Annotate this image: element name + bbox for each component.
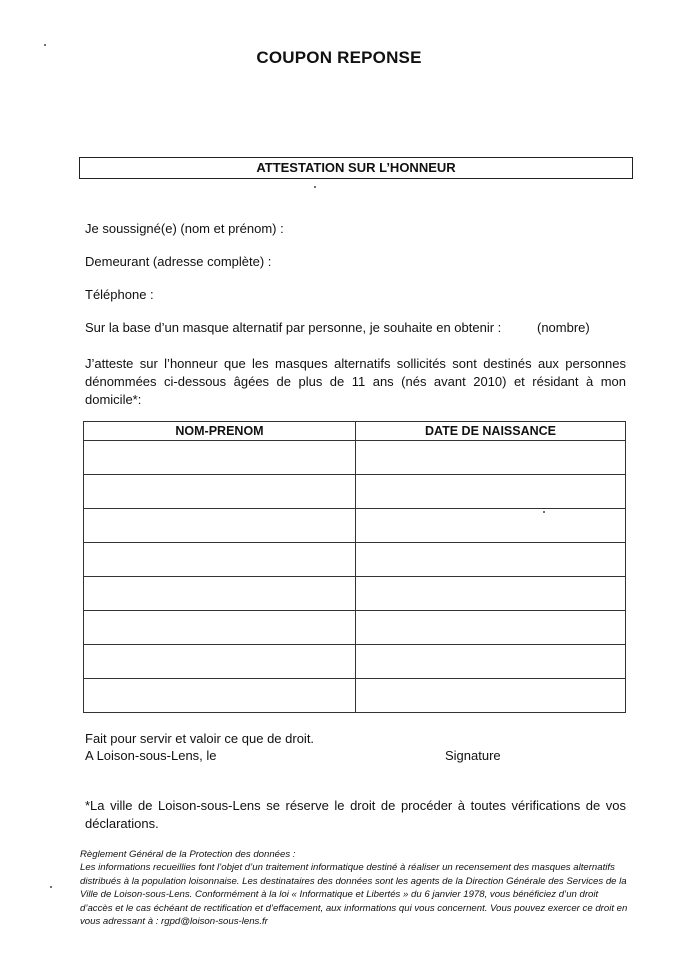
rgpd-body: Les informations recueillies font l’objet d’un traitement informatique destiné à réaliser un recensement des masques alternatifs distribués à la population loisonnaise. Les destinataires des données sont les agents de la Direction Générale des Services de la Ville de Loison-sous-Lens. Conformément à la loi « Informatique et Libertés » du 6 janvier 1978, vous bénéficiez d’un droit d’accès et le cas échéant de rectification et d’effacement, aux informations qui vous concernent. Vous pouvez exercer ce droit en vous adressant à : rgpd@loison-sous-lens.fr bbox=[80, 862, 628, 928]
signature-label: Signature bbox=[445, 748, 501, 763]
verification-note: *La ville de Loison-sous-Lens se réserve le droit de procéder à toutes vérifications de vos déclarations. bbox=[85, 798, 626, 831]
name-cell[interactable] bbox=[84, 543, 356, 577]
table-row bbox=[84, 543, 626, 577]
birthdate-cell[interactable] bbox=[356, 475, 626, 509]
rgpd-notice bbox=[80, 848, 628, 928]
masks-request-label: Sur la base d’un masque alternatif par personne, je souhaite en obtenir : bbox=[85, 320, 502, 335]
birthdate-cell[interactable] bbox=[356, 577, 626, 611]
name-cell[interactable] bbox=[84, 475, 356, 509]
attestation-heading: ATTESTATION SUR L’HONNEUR bbox=[256, 160, 456, 175]
phone-field-label: Téléphone : bbox=[85, 287, 154, 302]
persons-table bbox=[83, 421, 626, 713]
birthdate-cell[interactable] bbox=[356, 645, 626, 679]
header-date-naissance: DATE DE NAISSANCE bbox=[356, 422, 626, 441]
birthdate-cell[interactable] bbox=[356, 543, 626, 577]
scan-speck bbox=[314, 186, 316, 188]
declaration-text: J’atteste sur l’honneur que les masques alternatifs sollicités sont destinés aux personnes dénommées ci-dessous âgées de plus de 11 ans (nés avant 2010) et résidant à mon domicile*: bbox=[85, 356, 626, 407]
table-header-row bbox=[84, 422, 626, 441]
name-cell[interactable] bbox=[84, 577, 356, 611]
name-cell[interactable] bbox=[84, 645, 356, 679]
table-row bbox=[84, 577, 626, 611]
birthdate-cell[interactable] bbox=[356, 611, 626, 645]
masks-unit-label: (nombre) bbox=[537, 320, 590, 335]
table-row bbox=[84, 475, 626, 509]
name-cell[interactable] bbox=[84, 679, 356, 713]
table-row bbox=[84, 645, 626, 679]
name-field-label: Je soussigné(e) (nom et prénom) : bbox=[85, 221, 284, 236]
scan-speck bbox=[543, 511, 545, 513]
table-row bbox=[84, 441, 626, 475]
table-row bbox=[84, 611, 626, 645]
address-field-label: Demeurant (adresse complète) : bbox=[85, 254, 272, 269]
rgpd-heading: Règlement Général de la Protection des données : bbox=[80, 849, 296, 860]
scan-speck bbox=[44, 44, 46, 46]
closing-statement: Fait pour servir et valoir ce que de droit. bbox=[85, 731, 315, 746]
header-nom-prenom: NOM-PRENOM bbox=[84, 422, 356, 441]
attestation-heading-box bbox=[79, 157, 633, 179]
birthdate-cell[interactable] bbox=[356, 509, 626, 543]
place-date-line: A Loison-sous-Lens, le bbox=[85, 748, 217, 763]
birthdate-cell[interactable] bbox=[356, 679, 626, 713]
table-row bbox=[84, 679, 626, 713]
name-cell[interactable] bbox=[84, 441, 356, 475]
name-cell[interactable] bbox=[84, 509, 356, 543]
table-row bbox=[84, 509, 626, 543]
name-cell[interactable] bbox=[84, 611, 356, 645]
page-title: COUPON REPONSE bbox=[256, 48, 422, 67]
birthdate-cell[interactable] bbox=[356, 441, 626, 475]
scan-speck bbox=[50, 886, 52, 888]
